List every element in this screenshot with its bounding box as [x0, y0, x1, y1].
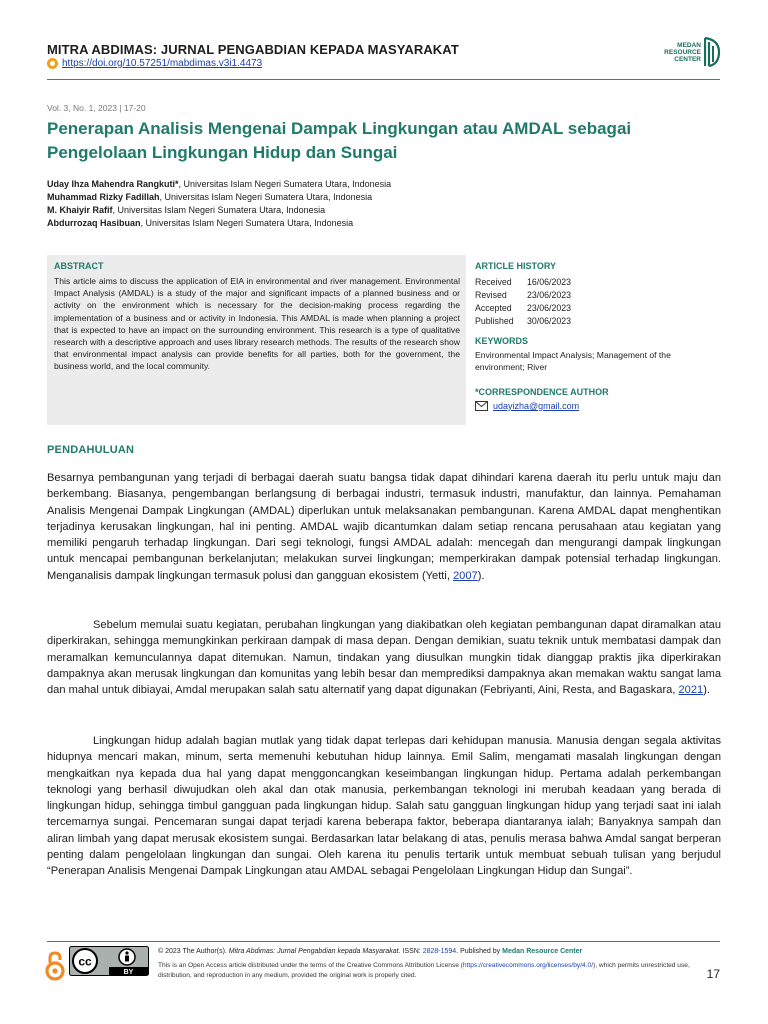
footer-journal-name: Mitra Abdimas: Jurnal Pengabdian kepada Masyarakat [228, 948, 399, 955]
history-row [475, 277, 571, 287]
history-date: 30/06/2023 [527, 316, 572, 326]
by-label: BY [123, 969, 134, 976]
correspondence-row [475, 401, 579, 411]
license-link[interactable]: https://creativecommons.org/licenses/by/4.0/ [462, 962, 594, 969]
author-name: Muhammad Rizky Fadillah [47, 192, 160, 202]
history-label: Revised [475, 290, 507, 300]
footer-rule [47, 941, 720, 942]
open-access-icon [44, 951, 66, 986]
issn-link[interactable]: 2828-1594 [422, 948, 457, 955]
section-heading: PENDAHULUAN [47, 444, 135, 456]
cc-label: cc [78, 954, 92, 969]
citation-link[interactable]: 2021 [678, 684, 704, 697]
title-line-2: Pengelolaan Lingkungan Hidup dan Sungai [47, 143, 398, 162]
page-number: 17 [706, 967, 720, 981]
author-affiliation: , Universitas Islam Negeri Sumatera Utara, Indonesia [112, 205, 326, 215]
logo-mark-icon [704, 36, 720, 68]
author-line [47, 179, 391, 189]
keywords-heading: KEYWORDS [475, 336, 529, 346]
history-date: 16/06/2023 [527, 277, 572, 287]
title-line-1: Penerapan Analisis Mengenai Dampak Lingkungan atau AMDAL sebagai [47, 119, 632, 138]
keywords-text: Environmental Impact Analysis; Management of the environment; River [475, 350, 671, 372]
doi-link[interactable]: https://doi.org/10.57251/mabdimas.v3i1.4473 [62, 58, 263, 69]
abstract-text: This article aims to discuss the application of EIA in environmental and river management. Environmental Impact Analysis (AMDAL) is a study of the major and significant impacts of a planned business and or activity on the environment which is necessary for the decision-making process regarding the implementation of a business and or activity in Indonesia. This AMDAL is made when planning a project that is expected to have an impact on the surrounding environment. This research is a type of qualitative research with a descriptive approach and uses library research methods. The results of the research show that environmental impact analysis can provide benefits for all parties, both for the government, the business world, and the local community. [54, 276, 460, 372]
history-label: Published [475, 316, 514, 326]
copyright-text: © 2023 The Author(s). [158, 948, 229, 955]
history-date: 23/06/2023 [527, 303, 572, 313]
logo-line-3: CENTER [674, 55, 701, 63]
history-label: Accepted [475, 303, 512, 313]
publisher-logo [664, 36, 720, 68]
author-name: M. Khaiyir Rafif [47, 205, 113, 215]
history-label: Received [475, 277, 512, 287]
author-name: Abdurrozaq Hasibuan [47, 218, 141, 228]
doi-icon [47, 58, 58, 69]
logo-text [664, 42, 701, 63]
paragraph-3 [47, 733, 721, 880]
doi-row [47, 58, 262, 69]
publisher-link[interactable]: Medan Resource Center [502, 948, 583, 955]
published-by-text: . Published by [456, 948, 503, 955]
author-line [47, 205, 325, 215]
author-affiliation: , Universitas Islam Negeri Sumatera Utara, Indonesia [178, 179, 392, 189]
history-row [475, 316, 571, 326]
volume-line: Vol. 3, No. 1, 2023 | 17-20 [47, 103, 146, 113]
correspondence-heading: *CORRESPONDENCE AUTHOR [475, 387, 609, 397]
envelope-icon [475, 401, 488, 411]
paragraph-end: ). [703, 684, 710, 697]
license-text-end: ), which permits unrestricted use, distribution, and reproduction in any medium, provided the original work is properly cited. [158, 962, 690, 979]
history-date: 23/06/2023 [527, 290, 572, 300]
paragraph-text: Sebelum memulai suatu kegiatan, perubahan lingkungan yang diakibatkan oleh kegiatan pembangunan dapat diramalkan atau diperkirakan, sehingga memungkinkan perkiraan dampak di masa depan. Dengan demikian, suatu teknik untuk membatasi dampak dan meramalkan kemunculannya dapat ditemukan. Namun, tindakan yang diusulkan mungkin tidak dianggap praktis jika diperkirakan dampaknya akan merusak lingkungan dan komunitas yang lebih besar dan memprediksi dampaknya akan memakan waktu sangat lama dan mahal untuk dibiayai, Amdal merupakan salah satu alternatif yang dapat digunakan (Febriyanti, Aini, Resta, and Bagaskara, [47, 619, 721, 697]
history-row [475, 303, 571, 313]
paragraph-text: Besarnya pembangunan yang terjadi di berbagai daerah suatu bangsa tidak dapat dihindari karena daerah itu perlu untuk maju dan berkembang. Biasanya, pengembangan berlangsung di berbagai industri, termasuk industri, manufaktur, dan lainnya. Pemahaman Analisis Mengenai Dampak Lingkungan (AMDAL) diperlukan untuk melaksanakan pembangunan. Karena AMDAL dapat menghentikan terjadinya kerusakan lingkungan, hal ini penting. AMDAL wajib dicantumkan dalam setiap rencana perusahaan atau kegiatan yang memiliki pengaruh terhadap lingkungan. Dari segi teknologi, fungsi AMDAL adalah: mencegah dan mengurangi dampak lingkungan untuk mencapai pembangunan berkelanjutan; melakukan survei lingkungan; memperkirakan dampak potensial terhadap lingkungan. Menganalisis dampak lingkungan termasuk polusi dan gangguan ekosistem (Yetti, [47, 472, 721, 582]
header-rule [47, 79, 720, 80]
history-row [475, 290, 571, 300]
article-title [47, 117, 727, 165]
paragraph-end: ). [477, 569, 485, 582]
paragraph-2 [47, 617, 721, 698]
author-affiliation: , Universitas Islam Negeri Sumatera Utara, Indonesia [140, 218, 354, 228]
author-name: Uday Ihza Mahendra Rangkuti* [47, 179, 179, 189]
abstract-heading: ABSTRACT [54, 261, 104, 271]
citation-link[interactable]: 2007 [453, 569, 478, 582]
paragraph-text: Lingkungan hidup adalah bagian mutlak yang tidak dapat terlepas dari kehidupan manusia. Manusia dengan segala aktivitas hidupnya mencari makan, minum, serta memenuhi kebutuhan hidup lainnya. Emil Salim, mengamati masalah lingkungan dengan mengkaitkan nya kepada dua hal yang dapat menggoncangkan keseimbangan lingkungan hidup. Pertama adalah perkembangan teknologi yang berhasil diwujudkan oleh akal dan otak manusia, perkembangan teknologi ini merubah keadaan yang berada di lingkungan hidup, sehingga timbul gangguan pada lingkungan hidup. Salah satu gangguan lingkungan hidup yang terjadi saat ini ialah tercemarnya sungai. Pencemaran sungai dapat terjadi karena beberapa faktor, beberapa diantaranya ialah; Banyaknya sampah dan aliran limbah yang dapat merusak ekosistem sungai. Berdasarkan latar belakang di atas, penulis merasa bahwa Amdal sangat berperan penting dalam pengelolaan lingkungan dan sungai. Oleh karena itu penulis tertarik untuk membuat sebuah tulisan yang berjudul “Penerapan Analisis Mengenai Dampak Lingkungan atau AMDAL sebagai Pengelolaan Lingkungan Hidup dan Sungai”. [47, 735, 721, 878]
issn-label: . ISSN: [398, 948, 423, 955]
footer-copyright [158, 948, 582, 955]
cc-by-license-badge[interactable] [69, 946, 149, 981]
author-line [47, 192, 372, 202]
license-text: This is an Open Access article distributed under the terms of the Creative Commons Attribution License ( [158, 962, 463, 969]
author-affiliation: , Universitas Islam Negeri Sumatera Utara, Indonesia [159, 192, 373, 202]
logo-line-1: MEDAN [677, 41, 701, 49]
email-link[interactable]: udayizha@gmail.com [493, 401, 580, 411]
author-line [47, 218, 353, 228]
footer-license [158, 961, 698, 981]
journal-name: MITRA ABDIMAS: JURNAL PENGABDIAN KEPADA MASYARAKAT [47, 42, 459, 57]
article-history-heading: ARTICLE HISTORY [475, 261, 557, 271]
logo-line-2: RESOURCE [664, 48, 701, 56]
paragraph-1 [47, 470, 721, 584]
